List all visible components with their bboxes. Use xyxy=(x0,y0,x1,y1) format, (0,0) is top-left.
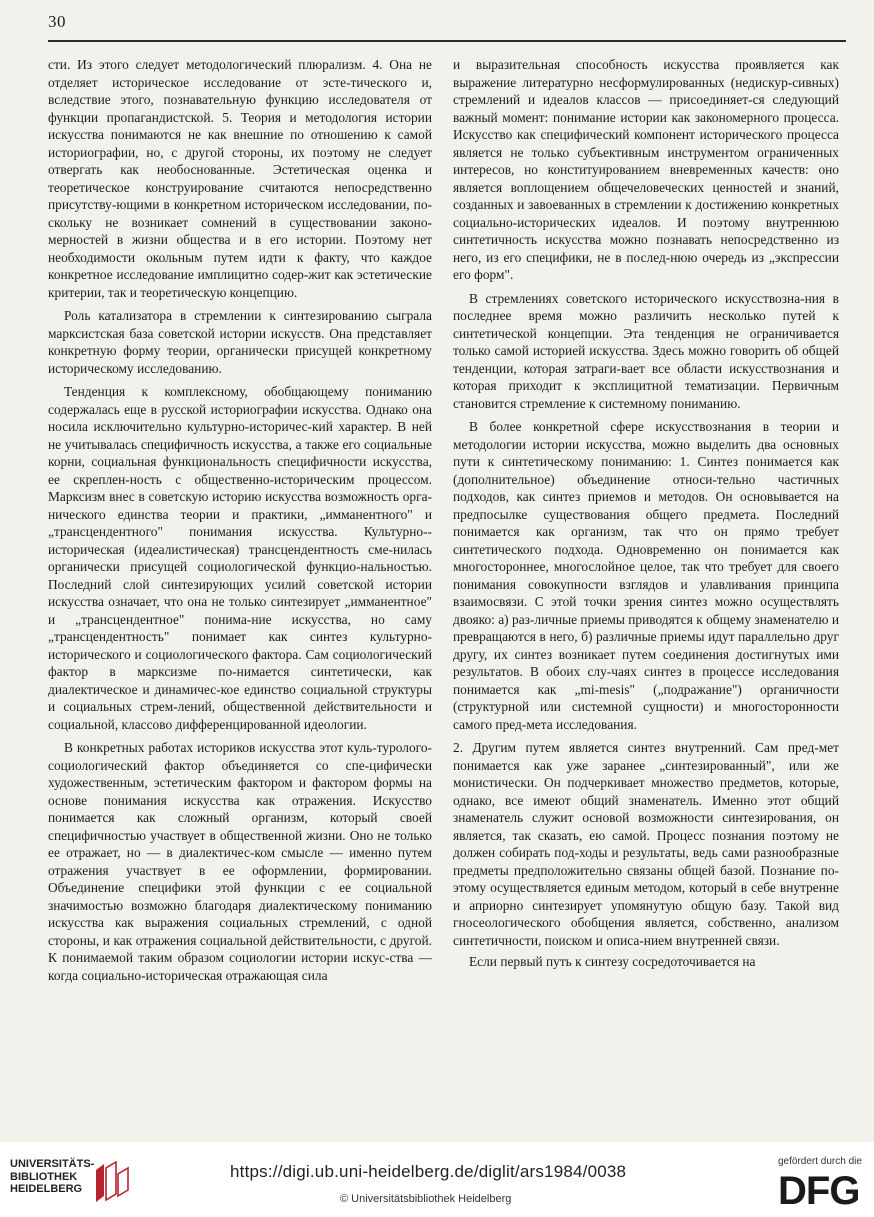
library-line-1: UNIVERSITÄTS- xyxy=(10,1158,95,1170)
dfg-logo-text: DFG xyxy=(778,1170,860,1208)
library-line-2: BIBLIOTHEK xyxy=(10,1170,78,1183)
right-paragraph-2: В стремлениях советского исторического искусствозна-ния в последнее время можно различить несколько путей к синтетической концепции. Эта тенденция не ограничивается только самой историей искусства. Здесь можно говорить об общей тенденции, которая затраги-вает все области искусствознания и которая приходит к эксплицитной тематизации. Первичным становится стремление к системному пониманию. xyxy=(453,290,839,411)
right-column xyxy=(453,56,839,977)
left-paragraph-2: Роль катализатора в стремлении к синтезированию сыграла марксистская база советской истории искусств. Она представляет конкретную форму теории, органически присущей конкретному историческому исследованию. xyxy=(48,308,432,376)
left-paragraph-1: сти. Из этого следует методологический плюрализм. 4. Она не отделяет историческое исследование от эсте-тического и, вследствие этого, познавательную функцию исследователя от функции пропагандистской. 5. Теория и методология истории искусства понимаются не как внешние по отношению к самой историографии, но, с другой стороны, их поэтому не следует отвергать как необоснованные. Эстетическая оценка и теоретическое конструирование считаются непосредственно присутству-ющими в конкретном историческом исследовании, по-скольку не возникает сомнений в существовании законо-мерностей в жизни общества и в его истории. Поэтому нет необходимости окольным путем идти к факту, что каждое конкретное исследование имплицитно содер-жит как эстетические критерии, так и теоретическую концепцию. xyxy=(48,57,432,300)
library-mark-icon xyxy=(94,1160,130,1204)
right-paragraph-5: Если первый путь к синтезу сосредоточивается на xyxy=(469,954,756,969)
dfg-logo-icon[interactable] xyxy=(778,1170,860,1208)
page-number: 30 xyxy=(48,12,66,31)
left-paragraph-3: Тенденция к комплексному, обобщающему пониманию содержалась еще в русской историографии искусства. Однако она носила исключительно культурно-историчес-кий характер. В ней не учитывалась специфичность искусства, а также его социальные корни, социальная функциональность специфичности искусства, ее скреплен-ность с общественно-историческим процессом. Марксизм внес в советскую историю искусства возможность орга-нического единства теории и практики, „имманентного" и „трансцендентного" понимания искусства. Культурно--историческая (идеалистическая) трансцендентность сме-нилась органически присущей социологической функцио-нальностью. Последний слой синтезирующих усилий советской истории искусства означает, что она не только синтезирует „имманентное" и „трансцендентное" понима-ние искусства, но саму „трансцендентность" понимает как синтез культурно-исторического и социологического фактора. Сам социологический фактор в марксизме по-нимается синтетически, как диалектическое и динамичес-кое единство социальной структуры и социальных стрем-лений, общественной действительности и социальной, классово дифференцированной идеологии. xyxy=(48,384,432,732)
header-rule xyxy=(48,40,846,42)
funding-label: gefördert durch die xyxy=(778,1156,862,1167)
right-paragraph-4: 2. Другим путем является синтез внутренний. Сам пред-мет понимается как уже заранее „синтезированный", или же монистически. Он подчеркивает множество предметов, которые, однако, все имеют общий знаменатель. Именно этот общий знаменатель служит основой возможности синтезирования, он является, так сказать, ею самой. Процесс познания поэтому не должен собирать под-ходы и результаты, ведь сами разнообразные предметы предположительно связаны общей базой. Познание по-этому осуществляется единым методом, который в себе внутренне и априорно синтезирует упомянутую общую базу. Такой вид гносеологического обобщения является, собственно, анализом синтетичности, поиском и описа-нием внутренней связи. xyxy=(453,740,839,948)
right-paragraph-1: и выразительная способность искусства проявляется как выражение литературно несформулированных (недискур-сивных) стремлений и идеалов классов — присоединяет-ся следующий важный момент: понимание истории как закономерного процесса. Искусство как специфический компонент исторического процесса является не только субъективным инструментом ограниченных интересов, но конституированием вневременных качеств: оно является воплощением общечеловеческих ценностей и знаний, созданных и завоеванных в стремлении к достижению конкретных социально-исторических идеалов. И поэтому внутреннюю синтетичность искусства можно познавать непосредственно из него, из его специфики, не в послед-нюю очередь из „экспрессии его форм". xyxy=(453,57,839,282)
footer xyxy=(0,1142,874,1217)
left-paragraph-4: В конкретных работах историков искусства этот куль-туролого-социологический фактор объединяется со спе-цифически художественным, эстетическим фактором и фактором формы на основе понимания искусства как отражения. Искусство понимается как сложный организм, который своей специфичностью участвует в общественной жизни. Оно не только ее отражает, но — в диалектичес-ком смысле — именно путем отражения участвует в ее оформлении, формировании. Объединение специфики этой функции с ее социальной значимостью возможно благодаря диалектическому пониманию искусства как выражения социальных стремлений, с одной стороны, и как отражения социальной действительности, с другой. К понимаемой таким образом социологии истории искус-ства — когда социально-историческая отражающая сила xyxy=(48,740,432,983)
university-library-logo[interactable] xyxy=(10,1158,140,1206)
library-line-3: HEIDELBERG xyxy=(10,1183,83,1195)
source-url-link[interactable]: https://digi.ub.uni-heidelberg.de/diglit/ars1984/0038 xyxy=(230,1162,627,1181)
right-paragraph-3: В более конкретной сфере искусствознания в теории и методологии истории искусства, можно выделить два основных пути к синтетическому пониманию: 1. Синтез понимается как (дополнительное) объединение относи-тельно частичных подходов, как синтез приемов и методов. Он основывается на предпосылке существования общего предмета. Последний понимается как организм, так что он прямо требует синтетического подхода. Одновременно он понимается как многостороннее, многослойное целое, так что требует для своего понимания совокупности взглядов и улавливания принципа взаимосвязи. С этой точки зрения синтез можно осуществлять двояко: а) раз-личные приемы приводятся к общему знаменателю и превращаются в него, б) различные приемы идут параллельно друг другу, их синтез возникает путем соединения достигнутых ими результатов. В обоих слу-чаях синтез в процессе исследования понимается как „mi-mesis" („подражание") органичности (структурной или системной сущности) и многосторонности самого пред-мета исследования. xyxy=(453,419,839,732)
copyright-notice: © Universitätsbibliothek Heidelberg xyxy=(340,1193,512,1205)
library-name xyxy=(10,1158,94,1196)
left-column xyxy=(48,56,432,990)
